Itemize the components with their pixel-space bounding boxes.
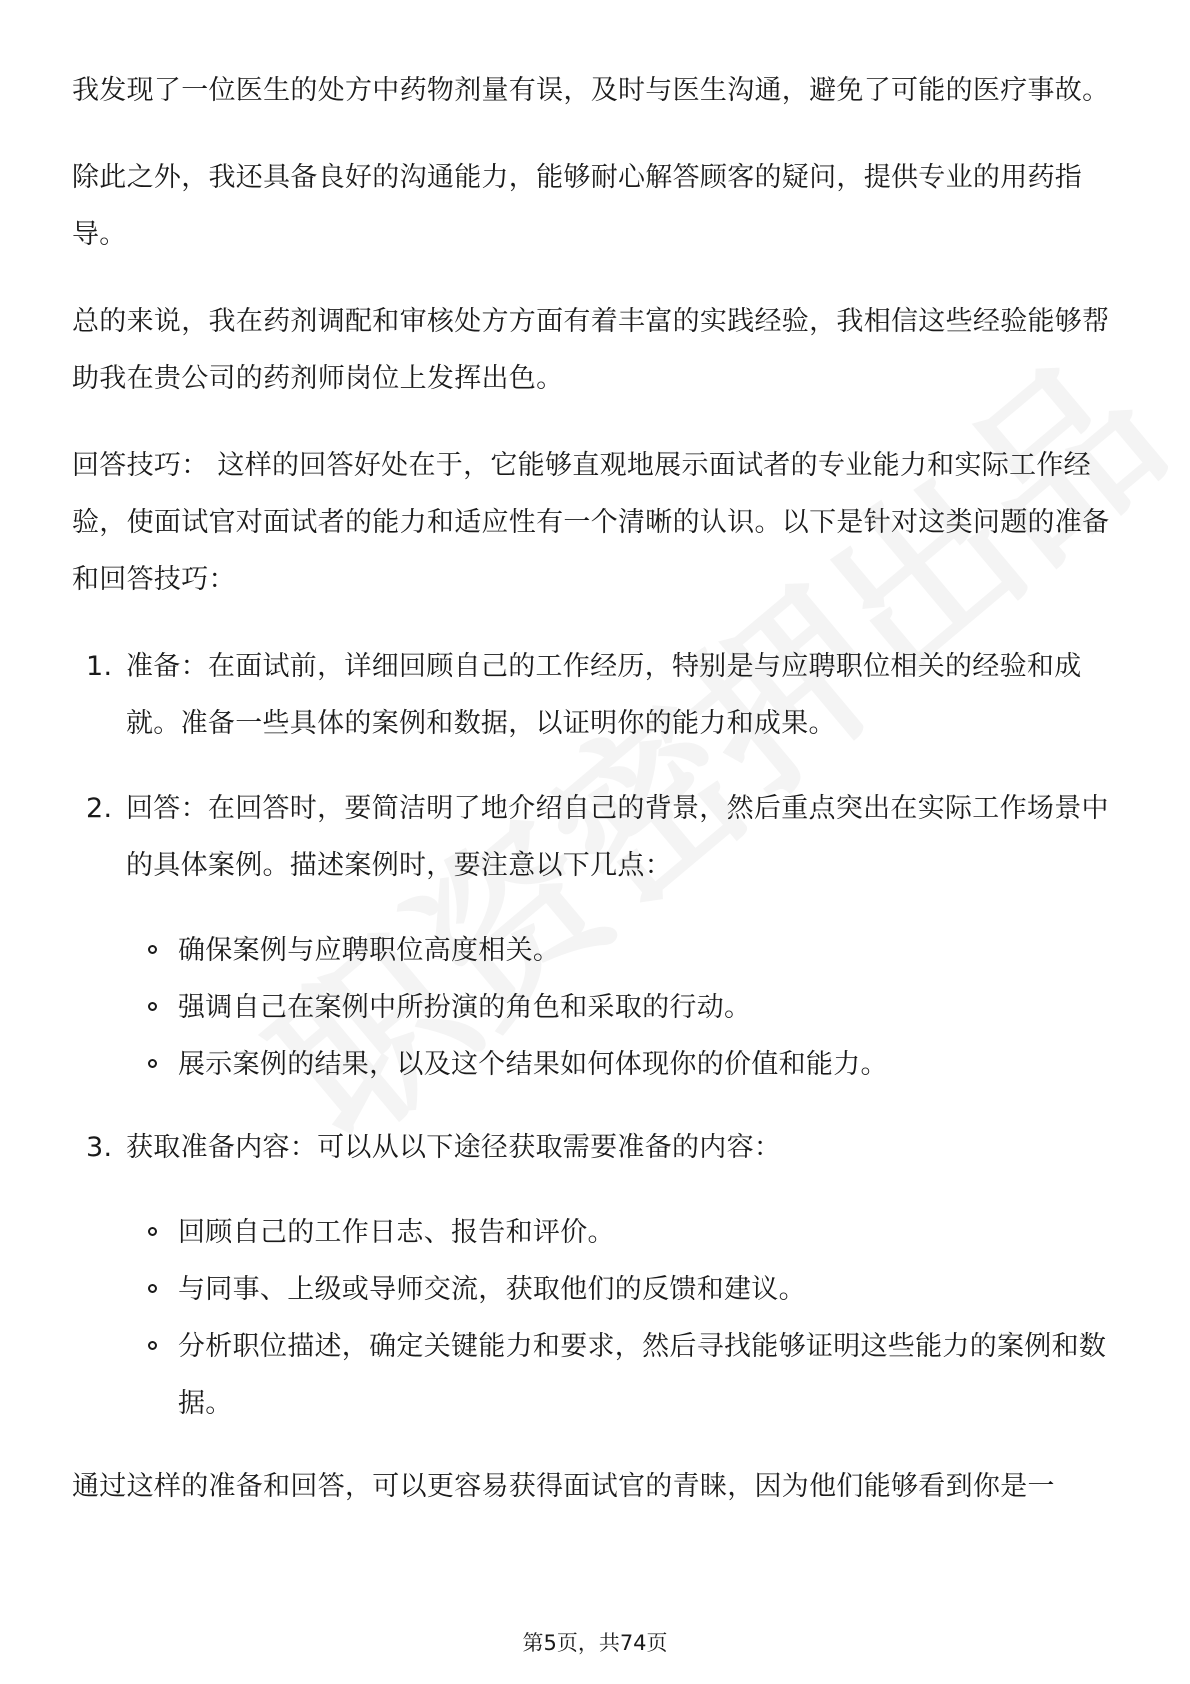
circle-bullet-icon	[148, 1227, 157, 1236]
sub-list-item-text: 强调自己在案例中所扮演的角色和采取的行动。	[178, 992, 752, 1023]
list-item	[72, 1119, 1132, 1176]
list-item-text: 回答：在回答时，要简洁明了地介绍自己的背景，然后重点突出在实际工作场景中的具体案例。描述案例时，要注意以下几点：	[126, 793, 1109, 881]
page-number: 第5页，共74页	[522, 1631, 668, 1655]
sub-list-item	[126, 1036, 1132, 1093]
sub-list-item-text: 确保案例与应聘职位高度相关。	[178, 935, 561, 966]
list-item	[72, 638, 1132, 752]
paragraph: 总的来说，我在药剂调配和审核处方方面有着丰富的实践经验，我相信这些经验能够帮助我在贵公司的药剂师岗位上发挥出色。	[72, 306, 1110, 394]
circle-bullet-icon	[148, 1284, 157, 1293]
sub-list-item	[126, 1204, 1132, 1261]
sub-list-item	[126, 922, 1132, 979]
document-page	[72, 62, 1132, 1545]
paragraph: 除此之外，我还具备良好的沟通能力，能够耐心解答顾客的疑问，提供专业的用药指导。	[72, 162, 1083, 250]
list-number: 1.	[86, 651, 113, 682]
sub-list-item-text: 与同事、上级或导师交流，获取他们的反馈和建议。	[178, 1274, 806, 1305]
list-number: 3.	[86, 1132, 113, 1163]
circle-bullet-icon	[148, 945, 157, 954]
sub-list-item	[126, 979, 1132, 1036]
circle-bullet-icon	[148, 1002, 157, 1011]
closing-paragraph: 通过这样的准备和回答，可以更容易获得面试官的青睐，因为他们能够看到你是一	[72, 1471, 1055, 1502]
sub-list-item	[126, 1261, 1132, 1318]
list-item-text: 准备：在面试前，详细回顾自己的工作经历，特别是与应聘职位相关的经验和成就。准备一些具体的案例和数据，以证明你的能力和成果。	[126, 651, 1082, 739]
list-item-text: 获取准备内容：可以从以下途径获取需要准备的内容：	[126, 1132, 782, 1163]
sub-list	[126, 922, 1132, 1093]
sub-list-item-text: 展示案例的结果，以及这个结果如何体现你的价值和能力。	[178, 1049, 888, 1080]
sub-list-item	[126, 1318, 1132, 1432]
circle-bullet-icon	[148, 1059, 157, 1068]
sub-list-item-text: 回顾自己的工作日志、报告和评价。	[178, 1217, 615, 1248]
paragraph: 我发现了一位医生的处方中药物剂量有误，及时与医生沟通，避免了可能的医疗事故。	[72, 75, 1110, 106]
circle-bullet-icon	[148, 1341, 157, 1350]
paragraph: 回答技巧： 这样的回答好处在于，它能够直观地展示面试者的专业能力和实际工作经验，使面试官对面试者的能力和适应性有一个清晰的认识。以下是针对这类问题的准备和回答技巧：	[72, 450, 1110, 595]
list-number: 2.	[86, 793, 113, 824]
list-item	[72, 780, 1132, 894]
sub-list-item-text: 分析职位描述，确定关键能力和要求，然后寻找能够证明这些能力的案例和数据。	[178, 1331, 1107, 1419]
sub-list	[126, 1204, 1132, 1432]
